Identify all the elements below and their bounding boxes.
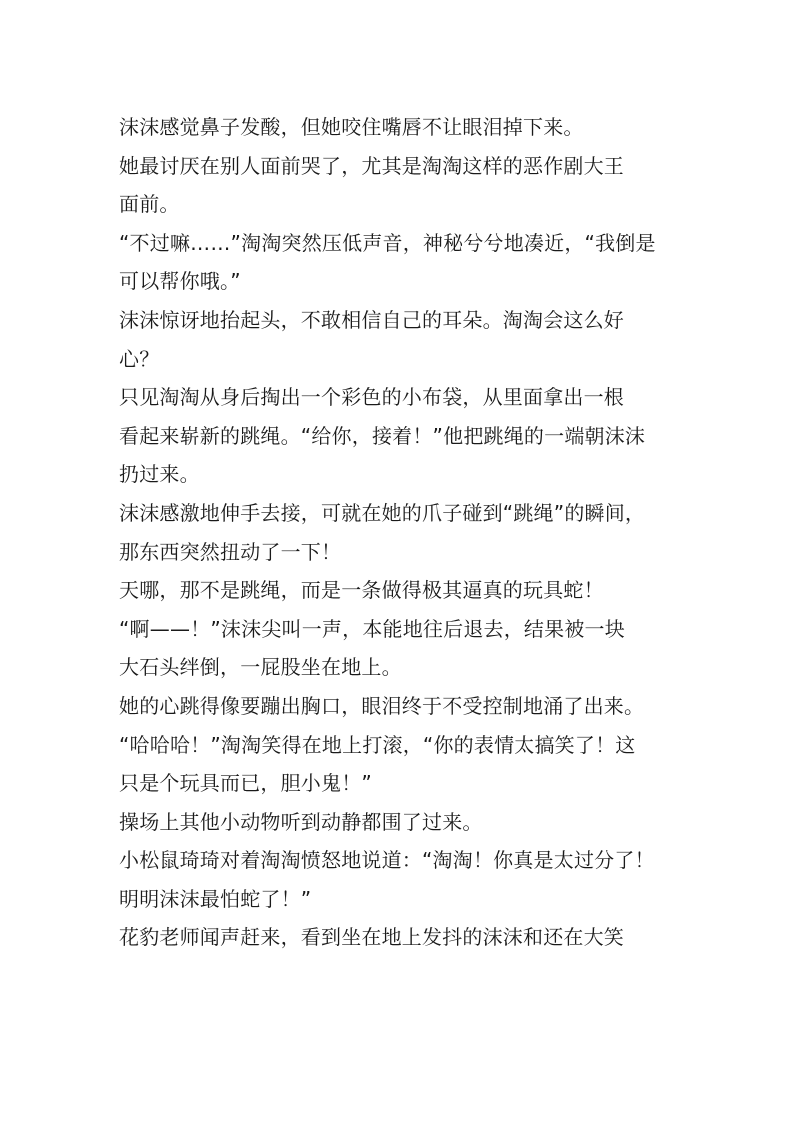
text-line: 那东西突然扭动了一下！ <box>119 539 342 564</box>
text-line: 她的心跳得像要蹦出胸口，眼泪终于不受控制地涌了出来。 <box>119 693 645 718</box>
text-line: 心？ <box>119 346 160 371</box>
story-text <box>119 108 699 957</box>
text-line: 明明沫沫最怕蛇了！” <box>119 886 312 911</box>
text-line: 操场上其他小动物听到动静都围了过来。 <box>119 809 483 834</box>
text-line: 她最讨厌在别人面前哭了，尤其是淘淘这样的恶作剧大王 <box>119 153 624 178</box>
text-line: “啊——！”沫沫尖叫一声，本能地往后退去，结果被一块 <box>119 616 625 641</box>
text-line: 只见淘淘从身后掏出一个彩色的小布袋，从里面拿出一根 <box>119 385 624 410</box>
text-line: 大石头绊倒，一屁股坐在地上。 <box>119 655 402 680</box>
text-line: 小松鼠琦琦对着淘淘愤怒地说道：“淘淘！你真是太过分了！ <box>119 848 655 873</box>
text-line: 扔过来。 <box>119 462 200 487</box>
text-line: 沫沫感激地伸手去接，可就在她的爪子碰到“跳绳”的瞬间， <box>119 500 646 525</box>
text-line: 只是个玩具而已，胆小鬼！” <box>119 771 372 796</box>
text-line: 可以帮你哦。” <box>119 269 241 294</box>
text-line: “不过嘛……”淘淘突然压低声音，神秘兮兮地凑近，“我倒是 <box>119 230 656 255</box>
text-line: 面前。 <box>119 192 180 217</box>
text-line: 天哪，那不是跳绳，而是一条做得极其逼真的玩具蛇！ <box>119 578 604 603</box>
text-line: 沫沫感觉鼻子发酸，但她咬住嘴唇不让眼泪掉下来。 <box>119 115 584 139</box>
text-line: 沫沫惊讶地抬起头，不敢相信自己的耳朵。淘淘会这么好 <box>119 307 624 332</box>
text-line: 看起来崭新的跳绳。“给你，接着！”他把跳绳的一端朝沫沫 <box>119 423 646 448</box>
text-line: “哈哈哈！”淘淘笑得在地上打滚，“你的表情太搞笑了！这 <box>119 732 636 757</box>
text-line: 花豹老师闻声赶来，看到坐在地上发抖的沫沫和还在大笑 <box>119 925 624 950</box>
